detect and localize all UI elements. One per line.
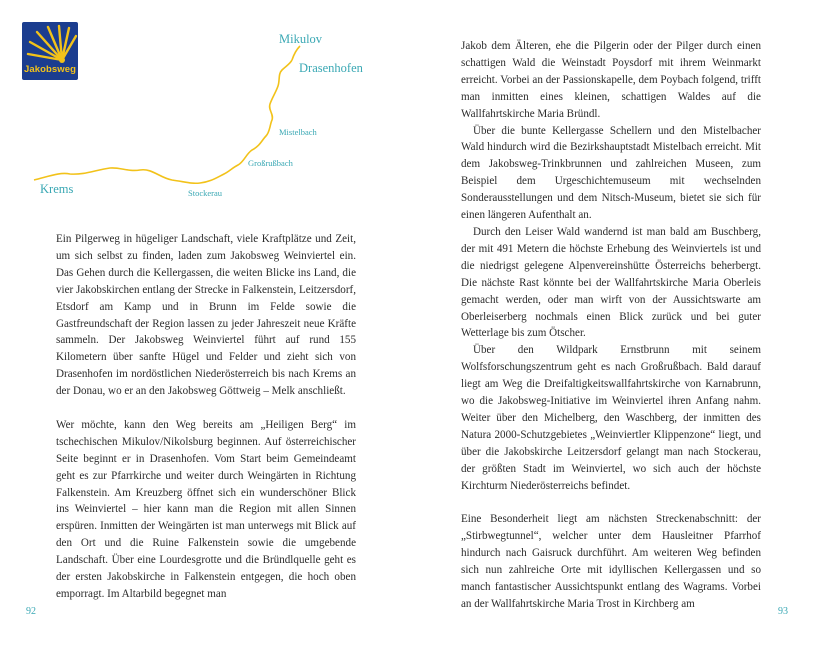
map-label-stockerau: Stockerau: [188, 188, 222, 198]
route-map: [0, 0, 407, 215]
paragraph: Durch den Leiser Wald wandernd ist man bald am Buschberg, der mit 491 Metern die höchste Erhebung des Weinviertels ist und die niedrigst gelegene Alpenvereinshütte Österreichs beherbergt. Die nächste Rast könnte bei der Wallfahrtskirche Maria Oberleis gemacht werden, oder man wirft von der Aussichtswarte am Oberleiserberg nochmals einen Blick zurück und bei guter Wetterlage bis zum Ötscher.: [461, 225, 761, 340]
paragraph: Ein Pilgerweg in hügeliger Landschaft, viele Kraftplätze und Zeit, um sich selbst zu finden, laden zum Jakobsweg Weinviertel ein. Das Gehen durch die Kellergassen, die weiten Blicke ins Land, die vier Jakobskirchen entlang der Strecke in Falkenstein, Leitzersdorf, Etsdorf am Kamp und in Brunn im Felde sowie die Gastfreundschaft der Region lassen zu jeder Jahreszeit neue Kräfte sammeln. Der Jakobsweg Weinviertel führt auf rund 155 Kilometern über sanfte Hügel und Felder und zieht sich von Drasenhofen im nordöstlichen Niederösterreich bis nach Krems an der Donau, wo er an den Jakobsweg Göttweig – Melk anschließt.: [56, 233, 356, 398]
map-label-mikulov: Mikulov: [279, 32, 323, 46]
page-number: 92: [26, 606, 36, 617]
right-page: [407, 0, 814, 648]
paragraph: Über die bunte Kellergasse Schellern und den Mistelbacher Wald hindurch wird die Bezirkshauptstadt Mistelbach erreicht. Mit dem Jakobsweg-Trinkbrunnen und zahlreichen Museen, zum Beispiel dem Urgeschichtemuseum mit wechselnden Sonderausstellungen und dem Nitsch-Museum, bietet sie sich für einen längeren Aufenthalt an.: [461, 124, 761, 222]
map-label-grossrussbach: Großrußbach: [248, 158, 293, 168]
map-label-drasenhofen: Drasenhofen: [299, 61, 363, 75]
paragraph: Eine Besonderheit liegt am nächsten Streckenabschnitt: der „Stirbwegtunnel“, welcher unter dem Hausleitner Pfarrhof hindurch nach Gaisruck durchführt. Am weiteren Weg befinden sich nun zahlreiche Orte mit idyllischen Kellergassen und so manch fantastischer Aussichtspunkt entlang des Wagrams. Vorbei an der Wallfahrtskirche Maria Trost in Kirchberg am: [461, 513, 761, 610]
paragraph: Wer möchte, kann den Weg bereits am „Heiligen Berg“ im tschechischen Mikulov/Nikolsburg beginnen. Auf österreichischer Seite beginnt er in Drasenhofen. Vom Start beim Gemeindeamt geht es zur Pfarrkirche und weiter durch Weingärten in Richtung Falkenstein. Am Kreuzberg öffnet sich ein wunderschöner Blick ins Weinviertel – hier kann man die Region mit allen Sinnen erspüren. Inmitten der Weingärten ist man unterwegs mit Blick auf den Ort und die Ruine Falkenstein sowie die umgebende Landschaft. Über eine Lourdesgrotte und die Bründlquelle geht es der ersten Jakobskirche in Falkenstein entgegen, die hoch oben emporragt. Im Altarbild begegnet man: [56, 418, 356, 601]
map-label-krems: Krems: [40, 182, 74, 196]
left-body-text: [56, 231, 356, 603]
map-label-mistelbach: Mistelbach: [279, 127, 317, 137]
right-body-text: [461, 38, 761, 613]
paragraph: Jakob dem Älteren, ehe die Pilgerin oder der Pilger durch einen schattigen Wald die Weinstadt Poysdorf mit ihrem Weinmarkt erreicht. Vorbei an der Passionskapelle, dem Poybach folgend, trifft man inmitten eines kleinen, schattigen Waldes auf die Wallfahrtskirche Maria Bründl.: [461, 40, 761, 120]
logo-text: Jakobsweg: [23, 64, 77, 75]
paragraph: Über den Wildpark Ernstbrunn mit seinem Wolfsforschungszentrum geht es nach Großrußbach. Bald darauf liegt am Weg die Dreifaltigkeitswallfahrtskirche von Karnabrunn, wo die Jakobsweg-Initiative im Weinviertel ihren Anfang nahm. Weiter über den Michelberg, den Waschberg, der inmitten des Natura 2000-Schutzgebietes „Weinviertler Klippenzone“ liegt, und über die Jakobskirche Leitzersdorf gelangt man nach Stockerau, der größten Stadt im Weinviertel, wo sich auch der höchste Kirchturm Niederösterreichs befindet.: [461, 344, 761, 492]
page-number: 93: [778, 606, 788, 617]
